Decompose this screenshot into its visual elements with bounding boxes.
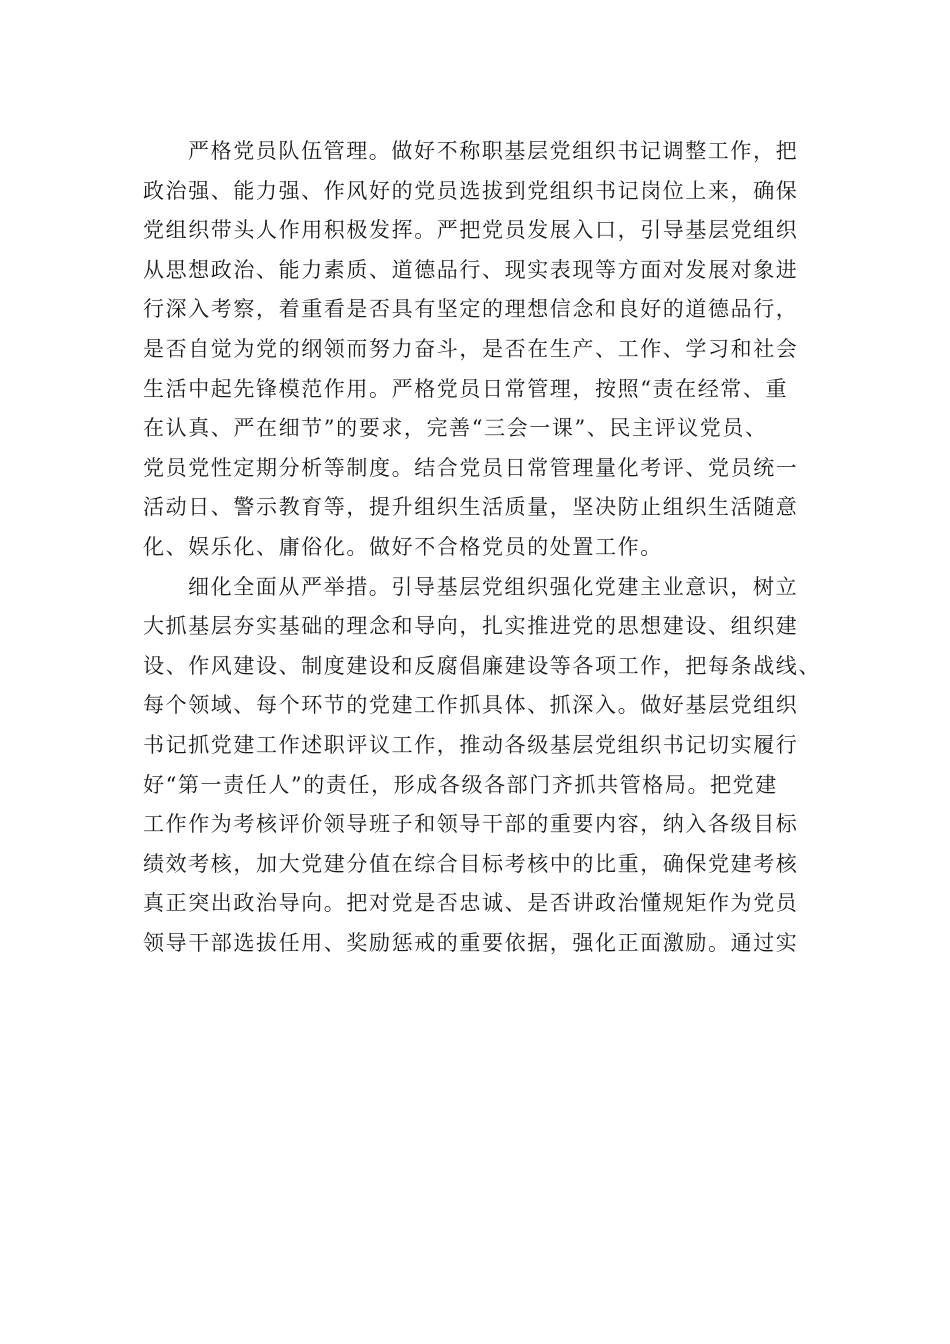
text-line: 是否自觉为党的纲领而努力奋斗，是否在生产、工作、学习和社会: [143, 336, 799, 361]
text-line: 在认真、严在细节”的要求，完善“三会一课”、民主评议党员、: [143, 416, 768, 441]
text-line: 书记抓党建工作述职评议工作，推动各级基层党组织书记切实履行: [143, 732, 799, 757]
text-line: 工作作为考核评价领导班子和领导干部的重要内容，纳入各级目标: [143, 812, 799, 837]
text-line: 化、娱乐化、庸俗化。做好不合格党员的处置工作。: [143, 534, 663, 559]
text-line: 党组织带头人作用积极发挥。严把党员发展入口，引导基层党组织: [143, 218, 799, 243]
document-body: [143, 132, 821, 963]
text-line: 行深入考察，着重看是否具有坚定的理想信念和良好的道德品行，: [143, 297, 799, 322]
text-line: 真正突出政治导向。把对党是否忠诚、是否讲政治懂规矩作为党员: [143, 891, 799, 916]
text-line: 领导干部选拔任用、奖励惩戒的重要依据，强化正面激励。通过实: [143, 930, 799, 955]
text-line: 政治强、能力强、作风好的党员选拔到党组织书记岗位上来，确保: [143, 178, 799, 203]
text-line: 生活中起先锋模范作用。严格党员日常管理，按照“责在经常、重: [143, 376, 789, 401]
text-line: 严格党员队伍管理。做好不称职基层党组织书记调整工作，把: [188, 139, 799, 163]
paragraph-party-member-management: [143, 132, 801, 568]
text-line: 绩效考核，加大党建分值在综合目标考核中的比重，确保党建考核: [143, 851, 799, 876]
paragraph-strict-governance-measures: [143, 568, 821, 964]
text-line: 从思想政治、能力素质、道德品行、现实表现等方面对发展对象进: [143, 257, 799, 282]
text-line: 每个领域、每个环节的党建工作抓具体、抓深入。做好基层党组织: [143, 693, 799, 718]
text-line: 细化全面从严举措。引导基层党组织强化党建主业意识，树立: [188, 574, 799, 599]
text-line: 好“第一责任人”的责任，形成各级各部门齐抓共管格局。把党建: [143, 772, 778, 797]
text-line: 设、作风建设、制度建设和反腐倡廉建设等各项工作，把每条战线、: [143, 653, 821, 678]
text-line: 党员党性定期分析等制度。结合党员日常管理量化考评、党员统一: [143, 455, 799, 480]
text-line: 大抓基层夯实基础的理念和导向，扎实推进党的思想建设、组织建: [143, 614, 799, 639]
text-line: 活动日、警示教育等，提升组织生活质量，坚决防止组织生活随意: [143, 495, 799, 520]
